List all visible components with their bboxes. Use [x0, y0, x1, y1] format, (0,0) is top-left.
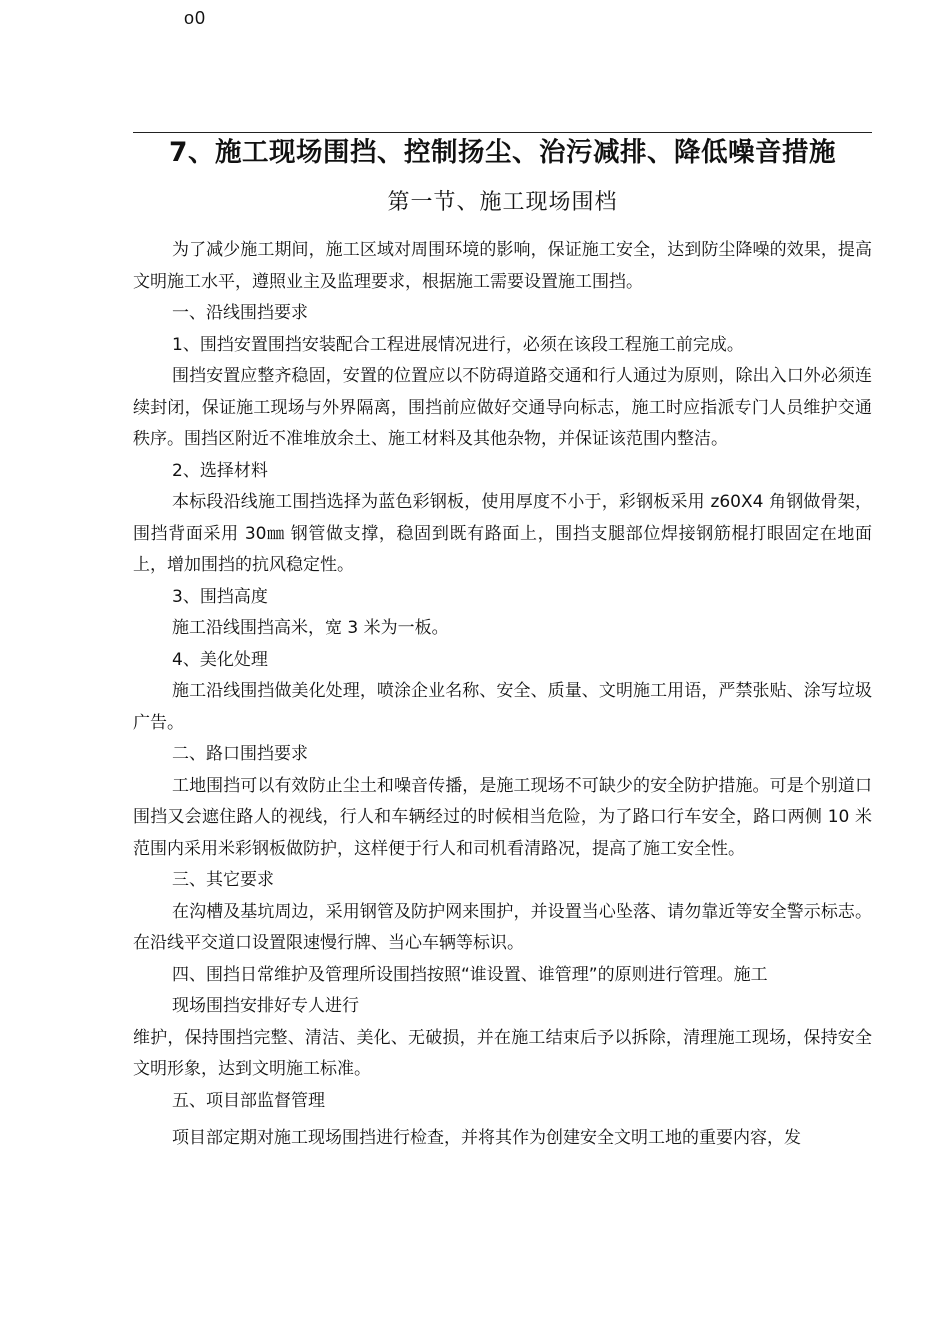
section-title: 第一节、施工现场围档 [387, 190, 618, 215]
item-materials: 2、选择材料 [172, 460, 268, 481]
item-beautification: 4、美化处理 [172, 649, 268, 670]
chapter-title: 7、施工现场围挡、控制扬尘、治污减排、降低噪音措施 [169, 137, 836, 168]
header-rule [133, 132, 872, 133]
document-body [133, 235, 872, 1155]
heading-maintenance: 四、围挡日常维护及管理所设围挡按照“谁设置、谁管理”的原则进行管理。施工 [172, 964, 768, 985]
intro-paragraph: 为了减少施工期间，施工区域对周围环境的影响，保证施工安全，达到防尘降噪的效果，提高文明施工水平，遵照业主及监理要求，根据施工需要设置施工围挡。 [133, 240, 872, 292]
heading-other-requirements: 三、其它要求 [172, 870, 274, 890]
paragraph-supervision: 项目部定期对施工现场围挡进行检查，并将其作为创建安全文明工地的重要内容，发 [172, 1128, 801, 1148]
paragraph-intersection: 工地围挡可以有效防止尘土和噪音传播，是施工现场不可缺少的安全防护措施。可是个别道口围挡又会遮住路人的视线，行人和车辆经过的时候相当危险，为了路口行车安全，路口两侧 10 米范围内采用米彩钢板做防护，这样便于行人和司机看清路况，提高了施工安全性。 [133, 775, 872, 859]
paragraph-materials: 本标段沿线施工围挡选择为蓝色彩钢板，使用厚度不小于，彩钢板采用 z60X4 角钢做骨架，围挡背面采用 30㎜ 钢管做支撑，稳固到既有路面上，围挡支腿部位焊接钢筋棍打眼固定在地面上，增加围挡的抗风稳定性。 [133, 492, 872, 575]
heading-intersection-requirements: 二、路口围挡要求 [172, 744, 308, 764]
item-height: 3、围挡高度 [172, 586, 268, 607]
paragraph-other: 在沟槽及基坑周边，采用钢管及防护网来围护，并设置当心坠落、请勿靠近等安全警示标志。在沿线平交道口设置限速慢行牌、当心车辆等标识。 [133, 901, 872, 953]
page-marker: o0 [184, 8, 207, 28]
paragraph-beautification: 施工沿线围挡做美化处理，喷涂企业名称、安全、质量、文明施工用语，严禁张贴、涂写垃圾广告。 [133, 681, 872, 733]
item-installation: 1、围挡安置围挡安装配合工程进展情况进行，必须在该段工程施工前完成。 [172, 334, 744, 355]
heading-boundary-requirements: 一、沿线围挡要求 [172, 303, 308, 323]
paragraph-maintenance: 维护，保持围挡完整、清洁、美化、无破损，并在施工结束后予以拆除，清理施工现场，保持安全文明形象，达到文明施工标准。 [133, 1027, 872, 1079]
heading-supervision: 五、项目部监督管理 [172, 1090, 325, 1111]
maintenance-line-continued: 现场围挡安排好专人进行 [172, 996, 359, 1016]
paragraph-installation-rules: 围挡安置应整齐稳固，安置的位置应以不防碍道路交通和行人通过为原则，除出入口外必须连续封闭，保证施工现场与外界隔离，围挡前应做好交通导向标志，施工时应指派专门人员维护交通秩序。围挡区附近不准堆放余土、施工材料及其他杂物，并保证该范围内整洁。 [133, 366, 872, 449]
paragraph-height: 施工沿线围挡高米，宽 3 米为一板。 [172, 618, 449, 638]
